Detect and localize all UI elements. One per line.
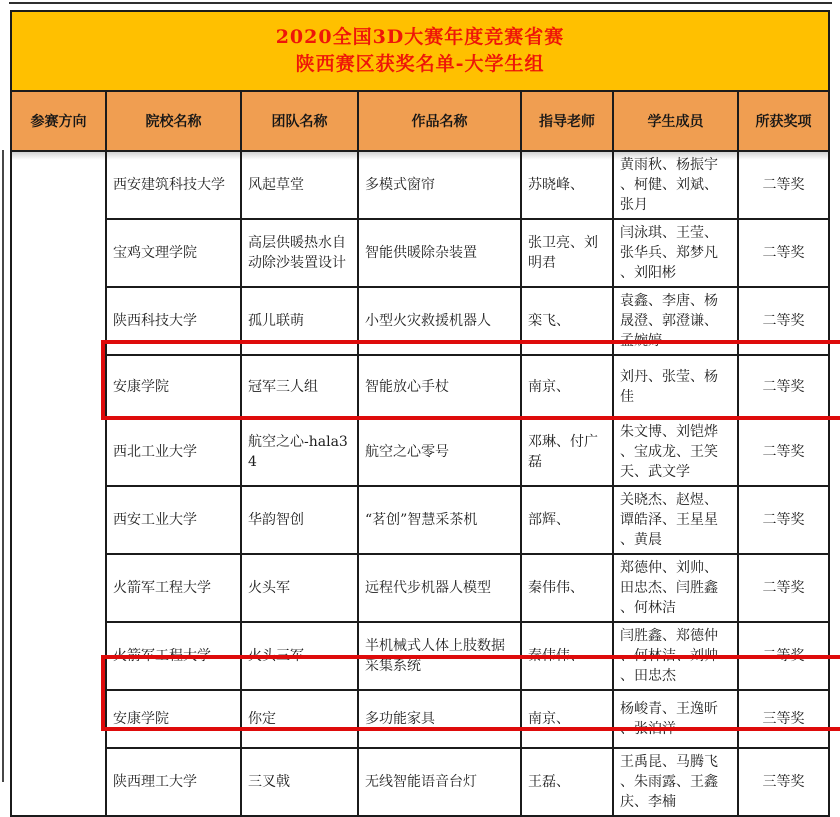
table-row	[11, 622, 829, 690]
team-cell: 火头三军	[241, 622, 358, 690]
school-cell: 火箭军工程大学	[106, 554, 241, 622]
school-cell: 安康学院	[106, 355, 241, 418]
table-row	[11, 287, 829, 355]
work-cell: 小型火灾救援机器人	[358, 287, 521, 355]
title-row	[11, 11, 829, 91]
school-cell: 安康学院	[106, 690, 241, 748]
teacher-cell: 部辉、	[521, 486, 613, 554]
award-cell: 二等奖	[738, 554, 829, 622]
work-cell: 多功能家具	[358, 690, 521, 748]
page-title	[11, 11, 829, 91]
award-cell: 三等奖	[738, 690, 829, 748]
teacher-cell: 秦伟伟、	[521, 554, 613, 622]
table-row	[11, 748, 829, 816]
table-row	[11, 554, 829, 622]
award-cell: 三等奖	[738, 748, 829, 816]
award-cell: 二等奖	[738, 486, 829, 554]
award-cell: 二等奖	[738, 219, 829, 287]
title-line1: 2020全国3D大赛年度竞赛省赛	[275, 26, 565, 48]
school-cell: 陕西科技大学	[106, 287, 241, 355]
col-header-school: 院校名称	[106, 91, 241, 151]
team-cell: 三叉戟	[241, 748, 358, 816]
students-cell: 袁鑫、李唐、杨晟澄、郭澄谦、孟婉婷	[613, 287, 738, 355]
award-cell: 二等奖	[738, 287, 829, 355]
title-line2: 陕西赛区获奖名单-大学生组	[295, 53, 545, 75]
students-cell: 关晓杰、赵煜、谭皓泽、王星星、黄晨	[613, 486, 738, 554]
team-cell: 冠军三人组	[241, 355, 358, 418]
work-cell: 无线智能语音台灯	[358, 748, 521, 816]
column-header-row	[11, 91, 829, 151]
team-cell: 你定	[241, 690, 358, 748]
direction-merged-cell	[11, 151, 106, 816]
award-cell: 二等奖	[738, 355, 829, 418]
school-cell: 西安建筑科技大学	[106, 151, 241, 219]
students-cell: 闫胜鑫、郑德仲、何林洁、刘帅、田忠杰	[613, 622, 738, 690]
school-cell: 宝鸡文理学院	[106, 219, 241, 287]
table-row	[11, 219, 829, 287]
work-cell: 智能放心手杖	[358, 355, 521, 418]
team-cell: 风起草堂	[241, 151, 358, 219]
students-cell: 黄雨秋、杨振宇、柯健、刘斌、张月	[613, 151, 738, 219]
col-header-award: 所获奖项	[738, 91, 829, 151]
school-cell: 火箭军工程大学	[106, 622, 241, 690]
crop-artifact-top-line	[9, 2, 832, 4]
teacher-cell: 张卫亮、刘明君	[521, 219, 613, 287]
students-cell: 刘丹、张莹、杨佳	[613, 355, 738, 418]
crop-artifact-left-line	[2, 150, 4, 782]
students-cell: 郑德仲、刘帅、田忠杰、闫胜鑫、何林洁	[613, 554, 738, 622]
teacher-cell: 苏晓峰、	[521, 151, 613, 219]
team-cell: 孤儿联萌	[241, 287, 358, 355]
col-header-teacher: 指导老师	[521, 91, 613, 151]
students-cell: 王禹昆、马腾飞、朱雨露、王鑫庆、李楠	[613, 748, 738, 816]
teacher-cell: 秦伟伟、	[521, 622, 613, 690]
team-cell: 火头军	[241, 554, 358, 622]
students-cell: 闫泳琪、王莹、张华兵、郑梦凡、刘阳彬	[613, 219, 738, 287]
teacher-cell: 南京、	[521, 355, 613, 418]
col-header-direction: 参赛方向	[11, 91, 106, 151]
work-cell: 远程代步机器人模型	[358, 554, 521, 622]
school-cell: 西北工业大学	[106, 418, 241, 486]
table-row	[11, 151, 829, 219]
teacher-cell: 王磊、	[521, 748, 613, 816]
teacher-cell: 南京、	[521, 690, 613, 748]
school-cell: 陕西理工大学	[106, 748, 241, 816]
team-cell: 高层供暖热水自动除沙装置设计	[241, 219, 358, 287]
table-row-highlighted	[11, 355, 829, 418]
award-cell: 二等奖	[738, 418, 829, 486]
award-cell: 二等奖	[738, 622, 829, 690]
award-cell: 二等奖	[738, 151, 829, 219]
team-cell: 航空之心-hala34	[241, 418, 358, 486]
students-cell: 杨峻青、王逸昕、张泊洋	[613, 690, 738, 748]
table-row	[11, 486, 829, 554]
table-row	[11, 418, 829, 486]
teacher-cell: 邓琳、付广磊	[521, 418, 613, 486]
col-header-students: 学生成员	[613, 91, 738, 151]
work-cell: 多模式窗帘	[358, 151, 521, 219]
award-table	[10, 10, 830, 817]
teacher-cell: 栾飞、	[521, 287, 613, 355]
work-cell: 航空之心零号	[358, 418, 521, 486]
col-header-work: 作品名称	[358, 91, 521, 151]
school-cell: 西安工业大学	[106, 486, 241, 554]
work-cell: “茗创”智慧采茶机	[358, 486, 521, 554]
students-cell: 朱文博、刘铠烨、宝成龙、王笑天、武文学	[613, 418, 738, 486]
table-row-highlighted	[11, 690, 829, 748]
work-cell: 智能供暖除杂装置	[358, 219, 521, 287]
work-cell: 半机械式人体上肢数据采集系统	[358, 622, 521, 690]
col-header-team: 团队名称	[241, 91, 358, 151]
team-cell: 华韵智创	[241, 486, 358, 554]
